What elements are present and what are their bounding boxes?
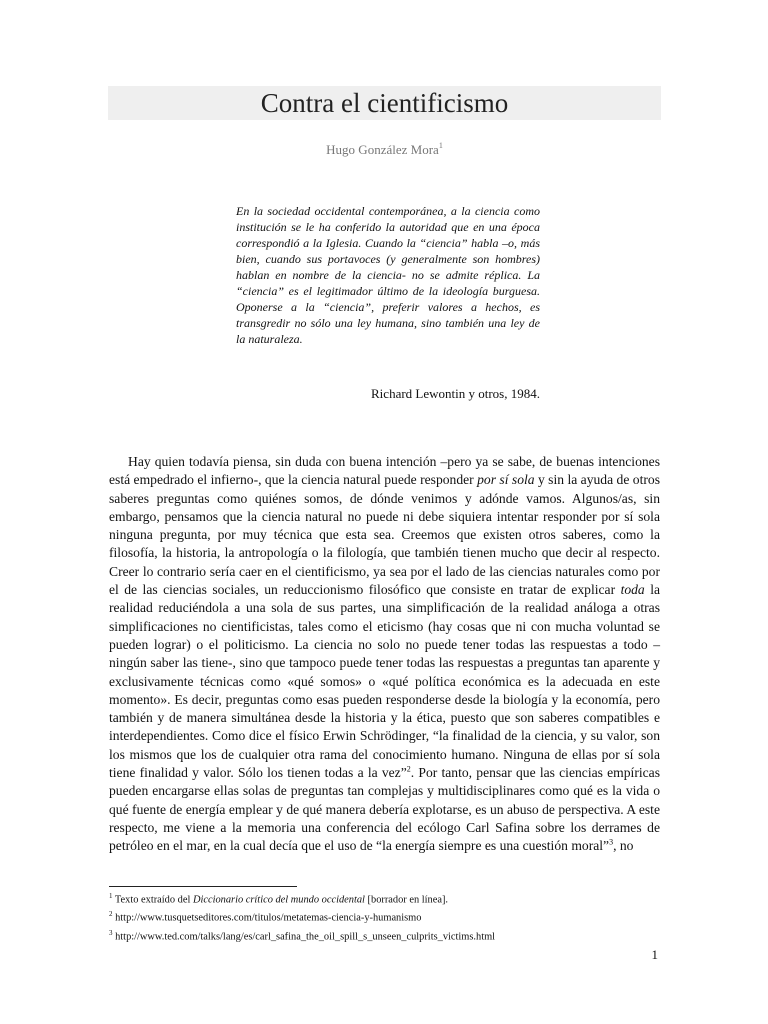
footnote-number: 2 (109, 910, 113, 919)
footnote-text: Texto extraído del (112, 894, 193, 906)
footnote-emphasis: Diccionario crítico del mundo occidental (192, 894, 365, 906)
body-text-run: Hay quien todavía piensa, sin duda con buena intención –pero ya se sabe, de buenas intenciones está empedrado el infierno-, que la ciencia natural puede responder (109, 454, 660, 488)
footnote-number: 1 (109, 892, 113, 900)
body-paragraph (109, 453, 660, 856)
document-title: Contra el cientificismo (260, 88, 509, 118)
author-footnote-ref: 1 (438, 141, 443, 150)
footnote-ref: 2 (406, 764, 411, 774)
footnote-link[interactable]: http://www.ted.com/talks/lang/es/carl_safina_the_oil_spill_s_unseen_culprits_victims.html (112, 931, 496, 943)
body-emphasis: por sí sola (477, 472, 535, 488)
footnote-text: [borrador en línea]. (364, 894, 449, 906)
author-name: Hugo González Mora (326, 142, 439, 157)
footnote-separator (109, 886, 297, 887)
footnotes (109, 889, 660, 944)
author-line (108, 141, 661, 158)
footnote-1 (109, 889, 660, 907)
body-text-run: la realidad reduciéndola a una sola de sus partes, una simplificación de la realidad análoga a otras simplificaciones no cientificistas, tales como el eticismo (hay cosas que ni con mucha voluntad se pueden lograr) o el politicismo. La ciencia no solo no puede tener todas las respuestas a todo –ningún saber las tiene-, sino que tampoco puede tener todas las respuestas a preguntas tan aparente y exclusivamente técnicas como «qué somos» o «qué política económica es la adecuada en este momento». Es decir, preguntas como esas pueden responderse desde la biología y la economía, pero también y de manera simultánea desde la historia y la ética, puesto que son saberes compatibles e interdependientes. Como dice el físico Erwin Schrödinger, “la finalidad de la ciencia, y su valor, son los mismos que los de cualquier otra rama del conocimiento humano. Ninguna de ellas por sí sola tiene finalidad y valor. Sólo los tienen todas a la vez” (109, 582, 660, 781)
body-text-run: , no (613, 838, 634, 854)
footnote-ref: 3 (609, 837, 614, 847)
footnote-3 (109, 926, 660, 944)
page-number: 1 (651, 947, 658, 962)
footnote-link[interactable]: http://www.tusquetseditores.com/titulos/metatemas-ciencia-y-humanismo (112, 912, 422, 924)
body-emphasis: toda (620, 582, 645, 598)
footnote-number: 3 (109, 928, 113, 937)
body-text-run: . Por tanto, pensar que las ciencias empíricas pueden encargarse ellas solas de preguntas tan complejas y multidisciplinares como qué es la vida o qué fuente de energía emplear y de qué manera debería explotarse, es un abuso de perspectiva. A este respecto, me viene a la memoria una conferencia del ecólogo Carl Safina sobre los derrames de petróleo en el mar, en la cual decía que el uso de “la energía siempre es una cuestión moral” (109, 765, 660, 854)
epigraph-attribution: Richard Lewontin y otros, 1984. (371, 386, 540, 401)
epigraph-quote: En la sociedad occidental contemporánea, a la ciencia como institución se le ha conferido la autoridad que en una época correspondió a la Iglesia. Cuando la “ciencia” habla –o, más bien, cuando sus portavoces (y generalmente son hombres) hablan en nombre de la ciencia- no se admite réplica. La “ciencia” es el legitimador último de la ideología burguesa. Oponerse a la “ciencia”, preferir valores a hechos, es transgredir no sólo una ley humana, sino también una ley de la naturaleza. (236, 204, 540, 346)
body-text-run: y sin la ayuda de otros saberes preguntas como quiénes somos, de dónde venimos y adónde vamos. Algunos/as, sin embargo, pensamos que la ciencia natural no puede ni debe siquiera intentar responder por sí sola ninguna pregunta, por muy técnica que esta sea. Creemos que existen otros saberes, como la filosofía, la historia, la antropología o la filología, que también tienen mucho que decir al respecto. Creer lo contrario sería caer en el cientificismo, ya sea por el lado de las ciencias naturales como por el de las ciencias sociales, un reduccionismo filosófico que consiste en tratar de explicar (109, 472, 660, 598)
footnote-2 (109, 907, 660, 925)
